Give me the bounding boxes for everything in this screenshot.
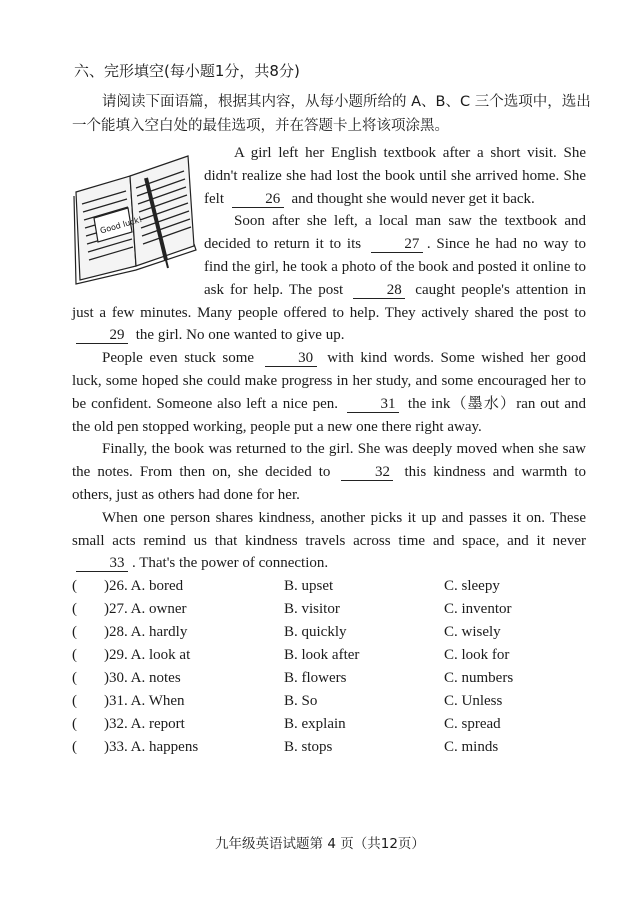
option-a: )26. A. bored	[104, 578, 184, 594]
option-b: B. look after	[284, 647, 360, 663]
option-b: B. explain	[284, 716, 346, 732]
answer-paren: (	[72, 716, 77, 732]
open-book-illustration	[70, 148, 198, 286]
question-row	[72, 716, 592, 739]
blank-31: 31	[347, 396, 399, 413]
passage-paragraph-3: People even stuck some 30 with kind words. Some wished her good luck, some hoped she could make progress in her study, and some encouraged her to be confident. Someone also left a nice pen. 31 the ink（墨水）ran out and the old pen stopped working, people put a new one there right away.	[72, 350, 587, 435]
option-a: )28. A. hardly	[104, 624, 188, 640]
passage-paragraph-1: A girl left her English textbook after a short visit. She didn't realize she had lost the book until she arrived home. She felt 26 and thought she would never get it back.	[204, 145, 586, 207]
blank-33: 33	[76, 555, 128, 572]
option-c: C. wisely	[444, 624, 501, 640]
option-c: C. inventor	[444, 601, 512, 617]
option-a: )32. A. report	[104, 716, 185, 732]
page-footer: 九年级英语试题第 4 页（共12页）	[215, 836, 425, 852]
instructions: 请阅读下面语篇，根据其内容，从每小题所给的 A、B、C 三个选项中，选出一个能填入空白处的最佳选项，并在答题卡上将该项涂黑。	[72, 94, 591, 134]
question-row	[72, 739, 592, 762]
blank-32: 32	[341, 464, 393, 481]
answer-paren: (	[72, 601, 77, 617]
answer-paren: (	[72, 670, 77, 686]
passage-paragraph-2: Soon after she left, a local man saw the textbook and decided to return it to its 27 . Since he had no way to find the girl, he took a photo of the book and posted it online to ask for help. The post 28 caught people's attention in just a few minutes. Many people offered to help. They actively shared the post to 29 the girl. No one wanted to give up.	[72, 213, 587, 344]
option-a: )30. A. notes	[104, 670, 181, 686]
question-row	[72, 670, 592, 693]
section-title: 六、完形填空(每小题1分，共8分)	[74, 62, 300, 80]
blank-27: 27	[371, 236, 423, 253]
option-b: B. So	[284, 693, 318, 709]
answer-paren: (	[72, 578, 77, 594]
book-note-text: Good luck!	[99, 214, 144, 236]
option-c: C. sleepy	[444, 578, 500, 594]
option-c: C. look for	[444, 647, 510, 663]
question-row	[72, 578, 592, 601]
option-b: B. stops	[284, 739, 333, 755]
answer-options	[72, 578, 592, 762]
passage-paragraph-5: When one person shares kindness, another picks it up and passes it on. These small acts remind us that kindness travels across time and space, and it never 33 . That's the power of connection.	[72, 509, 586, 572]
question-row	[72, 647, 592, 670]
answer-paren: (	[72, 693, 77, 709]
answer-paren: (	[72, 647, 77, 663]
question-row	[72, 601, 592, 624]
option-b: B. flowers	[284, 670, 347, 686]
option-b: B. upset	[284, 578, 334, 594]
option-a: )31. A. When	[104, 693, 185, 709]
option-a: )27. A. owner	[104, 601, 187, 617]
question-row	[72, 693, 592, 716]
passage	[72, 142, 586, 575]
option-b: B. quickly	[284, 624, 347, 640]
option-c: C. Unless	[444, 693, 503, 709]
passage-paragraph-4: Finally, the book was returned to the girl. She was deeply moved when she saw the notes. From then on, she decided to 32 this kindness and warmth to others, just as others had done for her.	[72, 441, 587, 503]
blank-29: 29	[76, 327, 128, 344]
option-c: C. spread	[444, 716, 501, 732]
answer-paren: (	[72, 739, 77, 755]
option-c: C. minds	[444, 739, 499, 755]
blank-30: 30	[265, 350, 317, 367]
blank-28: 28	[353, 282, 405, 299]
option-c: C. numbers	[444, 670, 514, 686]
option-a: )33. A. happens	[104, 739, 199, 755]
question-row	[72, 624, 592, 647]
option-b: B. visitor	[284, 601, 340, 617]
blank-26: 26	[232, 191, 284, 208]
option-a: )29. A. look at	[104, 647, 191, 663]
answer-paren: (	[72, 624, 77, 640]
